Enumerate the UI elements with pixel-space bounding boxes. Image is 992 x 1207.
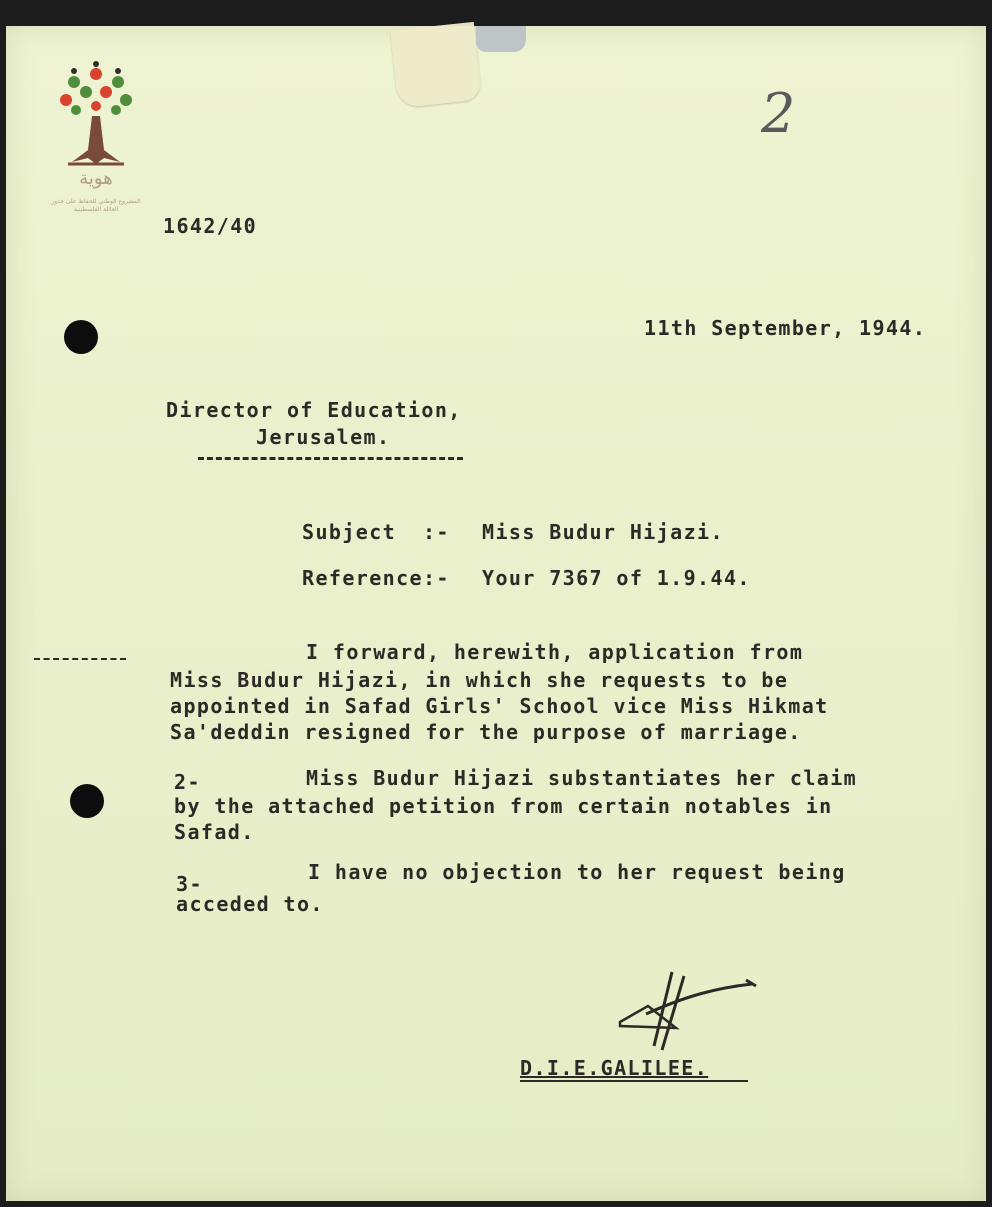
- paragraph-line: Sa'deddin resigned for the purpose of marriage.: [170, 720, 802, 744]
- reference-value: Your 7367 of 1.9.44.: [482, 566, 751, 590]
- addressee-city: Jerusalem.: [256, 425, 391, 449]
- punch-hole: [64, 320, 98, 354]
- paragraph-line: appointed in Safad Girls' School vice Miss Hikmat: [170, 694, 829, 718]
- letter-date: 11th September, 1944.: [644, 316, 927, 340]
- addressee-title: Director of Education,: [166, 398, 462, 422]
- tape-strip: [476, 26, 526, 52]
- logo-caption: المشروع الوطني للحفاظ على جذور العائلة الفلسطينية: [51, 198, 141, 213]
- paragraph-line: acceded to.: [176, 892, 324, 916]
- paragraph-number: 3-: [176, 872, 203, 896]
- subject-value: Miss Budur Hijazi.: [482, 520, 724, 544]
- file-number: 1642/40: [163, 214, 258, 238]
- signoff-underline: [520, 1080, 748, 1082]
- handwritten-page-number: 2: [761, 82, 796, 145]
- signoff: D.I.E.GALILEE.: [520, 1056, 709, 1080]
- paragraph-line: by the attached petition from certain notables in: [174, 794, 833, 818]
- addressee-underline: [198, 457, 463, 460]
- reference-label: Reference:-: [302, 566, 450, 590]
- tape-strip: [390, 22, 482, 108]
- logo: [48, 60, 144, 220]
- paragraph-line: Miss Budur Hijazi, in which she requests to be: [170, 668, 789, 692]
- punch-hole: [70, 784, 104, 818]
- margin-dash: [34, 658, 126, 660]
- paragraph-line: I have no objection to her request being: [308, 860, 846, 884]
- paragraph-line: Safad.: [174, 820, 255, 844]
- logo-wordmark: هوية: [79, 168, 113, 189]
- paragraph-number: 2-: [174, 770, 201, 794]
- document-page: [6, 26, 986, 1201]
- paragraph-line: I forward, herewith, application from: [306, 640, 804, 664]
- subject-label: Subject :-: [302, 520, 450, 544]
- paragraph-line: Miss Budur Hijazi substantiates her claim: [306, 766, 858, 790]
- tree-icon: [48, 60, 144, 190]
- handwritten-signature: [606, 966, 766, 1056]
